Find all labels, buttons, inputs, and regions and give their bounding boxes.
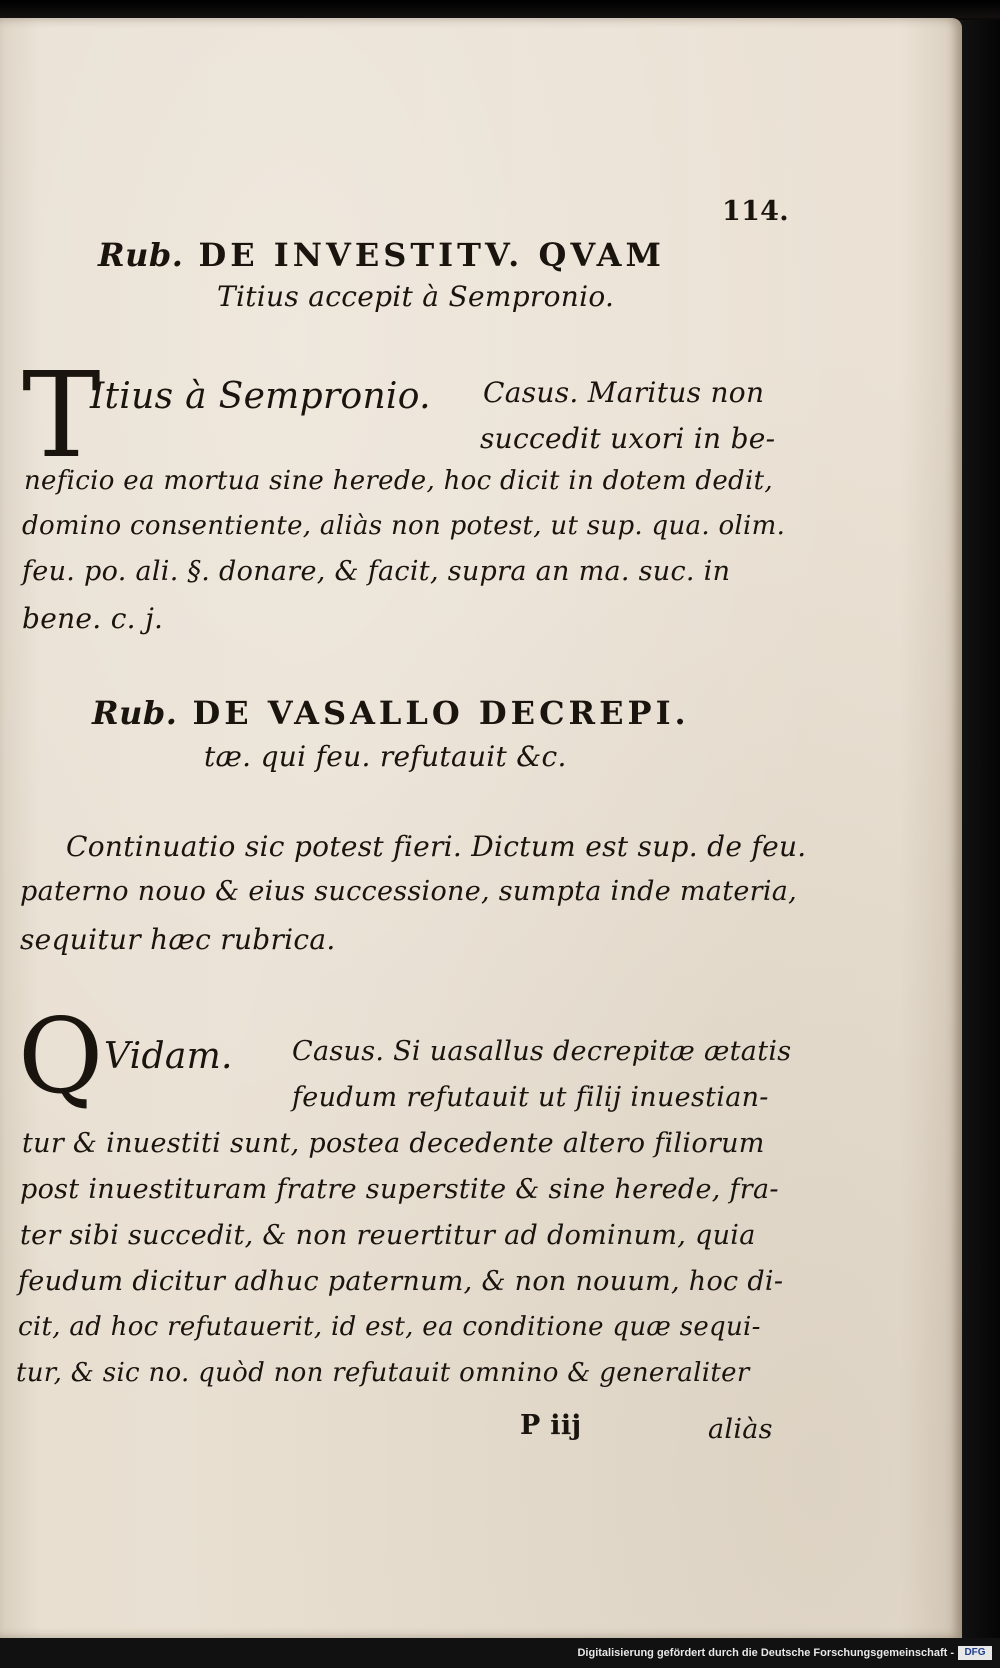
- drop-cap-t: T: [22, 346, 101, 484]
- section1-heading-line1: [98, 236, 665, 274]
- heading-title: DE VASALLO DECREPI.: [192, 694, 690, 732]
- body-line: domino consentiente, aliàs non potest, ut sup. qua. olim.: [22, 511, 786, 541]
- rubric-label: Rub.: [92, 694, 178, 732]
- body-line: sequitur hæc rubrica.: [20, 923, 336, 956]
- section2-heading-line2: tæ. qui feu. refutauit &c.: [204, 740, 567, 773]
- catchword: aliàs: [708, 1414, 773, 1445]
- body-line: Casus. Si uasallus decrepitæ ætatis: [292, 1036, 792, 1067]
- body-line: Itius à Sempronio.: [90, 376, 431, 417]
- body-line: feudum dicitur adhuc paternum, & non nouum, hoc di-: [18, 1266, 784, 1297]
- folio-number: 114.: [722, 196, 789, 227]
- signature-mark: P iij: [520, 1410, 582, 1441]
- body-line: Vidam.: [104, 1036, 233, 1077]
- scan-top-border: [0, 0, 1000, 18]
- dfg-logo: DFG: [958, 1646, 992, 1660]
- book-page: [0, 18, 962, 1638]
- body-line: paterno nouo & eius successione, sumpta inde materia,: [20, 876, 798, 907]
- footer-credit: Digitalisierung gefördert durch die Deutsche Forschungsgemeinschaft -: [577, 1647, 954, 1659]
- body-line: feudum refutauit ut filij inuestian-: [292, 1082, 769, 1113]
- body-line: tur & inuestiti sunt, postea decedente altero filiorum: [22, 1128, 765, 1159]
- section1-heading-line2: Titius accepit à Sempronio.: [217, 280, 615, 313]
- body-line: feu. po. ali. §. donare, & facit, supra an ma. suc. in: [22, 556, 731, 587]
- body-line: ter sibi succedit, & non reuertitur ad dominum, quia: [20, 1220, 756, 1251]
- body-line: bene. c. j.: [22, 602, 164, 635]
- rubric-label: Rub.: [98, 236, 184, 274]
- body-line: succedit uxori in be-: [480, 422, 776, 455]
- heading-title: DE INVESTITV. QVAM: [198, 236, 665, 274]
- section2-heading-line1: [92, 694, 690, 732]
- body-line: neficio ea mortua sine herede, hoc dicit in dotem dedit,: [24, 466, 773, 496]
- body-line: Continuatio sic potest fieri. Dictum est sup. de feu.: [66, 830, 807, 863]
- body-line: cit, ad hoc refutauerit, id est, ea conditione quæ sequi-: [18, 1312, 761, 1342]
- digitization-footer: [0, 1638, 1000, 1668]
- body-line: post inuestituram fratre superstite & sine herede, fra-: [20, 1174, 779, 1205]
- drop-cap-q: Q: [18, 995, 104, 1117]
- body-line: tur, & sic no. quòd non refutauit omnino & generaliter: [16, 1358, 750, 1388]
- body-line: Casus. Maritus non: [483, 376, 765, 409]
